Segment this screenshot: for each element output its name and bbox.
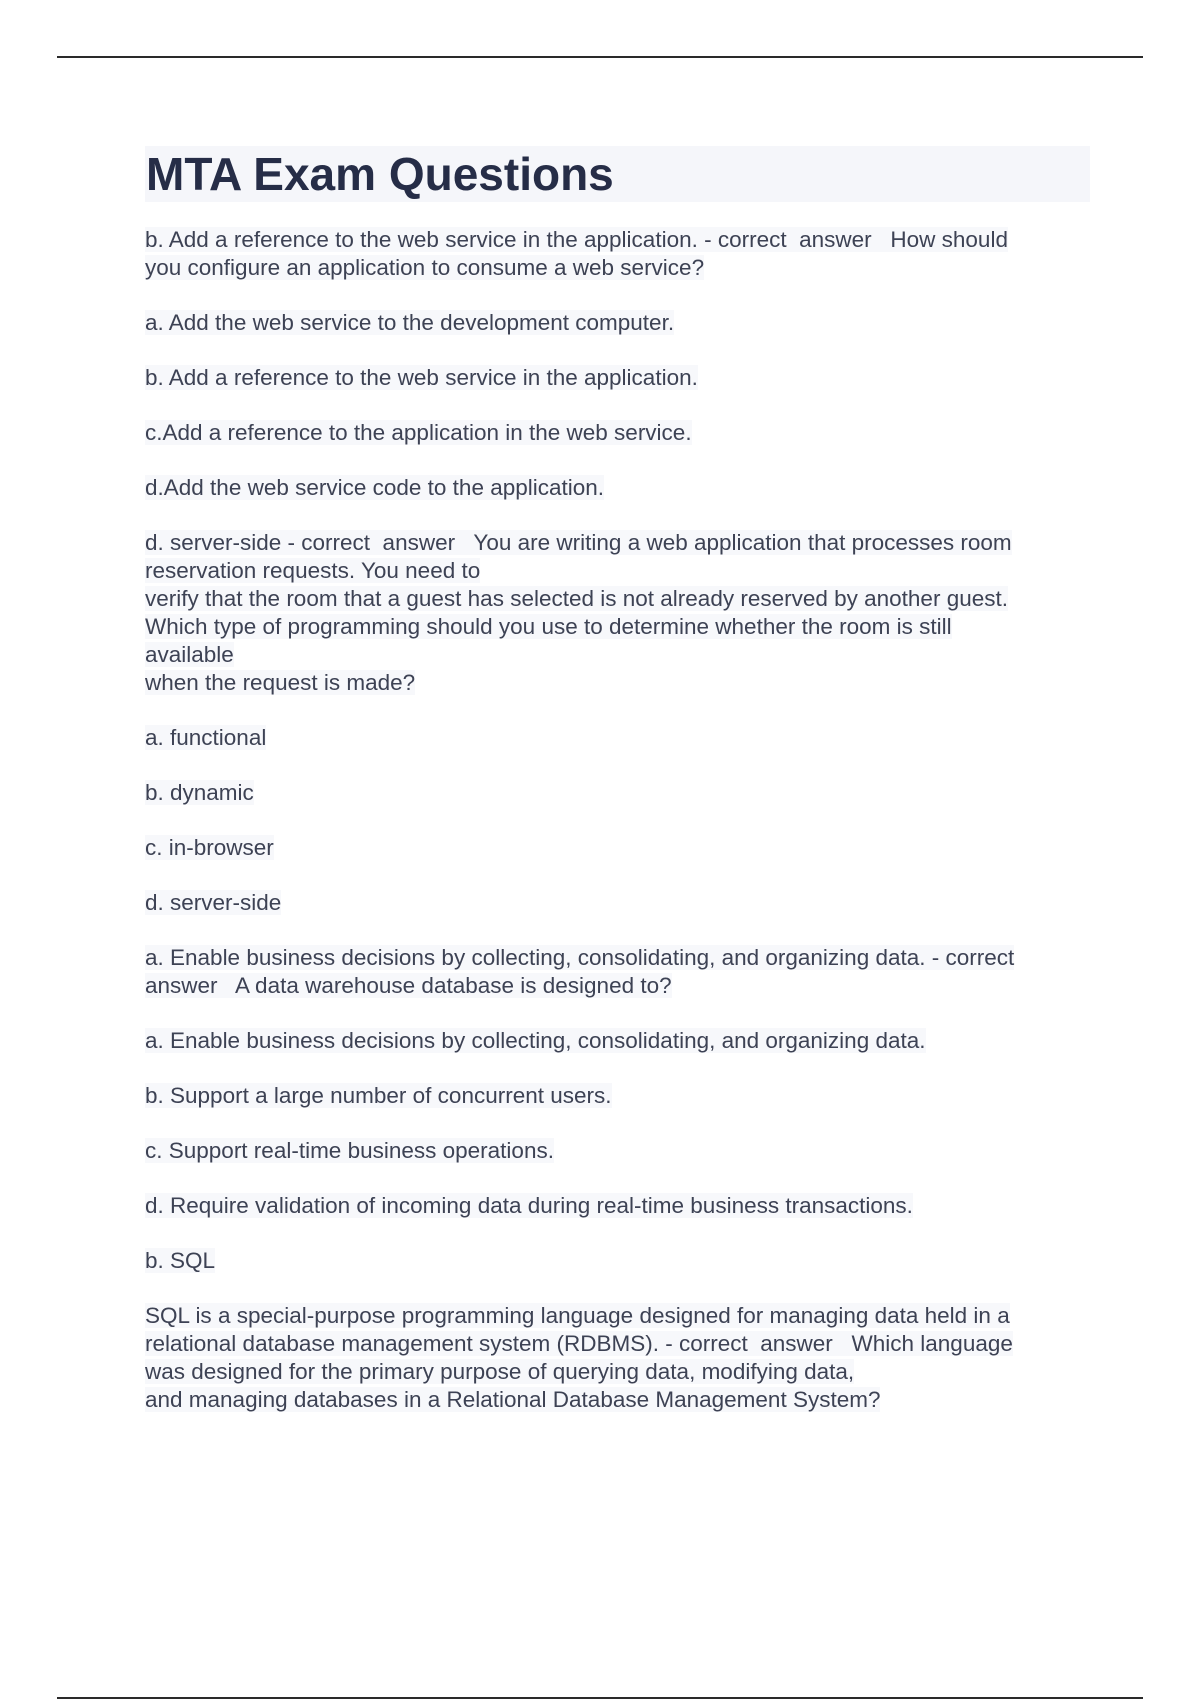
question-5-prompt (145, 1302, 1090, 1414)
text-line: answer A data warehouse database is designed to? (145, 973, 672, 998)
document-body (145, 146, 1090, 1441)
text-line: verify that the room that a guest has selected is not already reserved by another guest. (145, 586, 1008, 611)
question-1-option-a: a. Add the web service to the development computer. (145, 310, 675, 335)
question-1-prompt (145, 226, 1090, 282)
bottom-rule (57, 1697, 1143, 1699)
text-line: SQL is a special-purpose programming language designed for managing data held in a (145, 1303, 1010, 1328)
question-3-prompt (145, 944, 1090, 1000)
text-line: you configure an application to consume a web service? (145, 255, 705, 280)
document-title: MTA Exam Questions (145, 146, 1090, 202)
question-3-option-a: a. Enable business decisions by collecting, consolidating, and organizing data. (145, 1028, 926, 1053)
question-3-option-b: b. Support a large number of concurrent users. (145, 1083, 612, 1108)
question-4-prompt (145, 1247, 1090, 1275)
text-line: when the request is made? (145, 670, 416, 695)
text-line: Which type of programming should you use to determine whether the room is still (145, 614, 952, 639)
text-line: available (145, 642, 234, 667)
question-2-option-d: d. server-side (145, 890, 282, 915)
question-2-option-b: b. dynamic (145, 780, 254, 805)
top-rule (57, 56, 1143, 58)
text-line: a. Enable business decisions by collecting, consolidating, and organizing data. - correct (145, 945, 1015, 970)
question-1-option-b: b. Add a reference to the web service in the application. (145, 365, 698, 390)
question-2-prompt (145, 529, 1090, 697)
text-line: was designed for the primary purpose of querying data, modifying data, (145, 1359, 855, 1384)
question-2-option-a: a. functional (145, 725, 267, 750)
text-line: b. Add a reference to the web service in the application. - correct answer How should (145, 227, 1008, 252)
text-line: reservation requests. You need to (145, 558, 481, 583)
question-1-option-d: d.Add the web service code to the application. (145, 475, 605, 500)
text-line: and managing databases in a Relational Database Management System? (145, 1387, 881, 1412)
text-line: b. SQL (145, 1248, 216, 1273)
question-3-option-d: d. Require validation of incoming data during real-time business transactions. (145, 1193, 913, 1218)
question-3-option-c: c. Support real-time business operations. (145, 1138, 554, 1163)
question-1-option-c: c.Add a reference to the application in the web service. (145, 420, 692, 445)
text-line: relational database management system (RDBMS). - correct answer Which language (145, 1331, 1013, 1356)
text-line: d. server-side - correct answer You are writing a web application that processes room (145, 530, 1012, 555)
question-2-option-c: c. in-browser (145, 835, 274, 860)
